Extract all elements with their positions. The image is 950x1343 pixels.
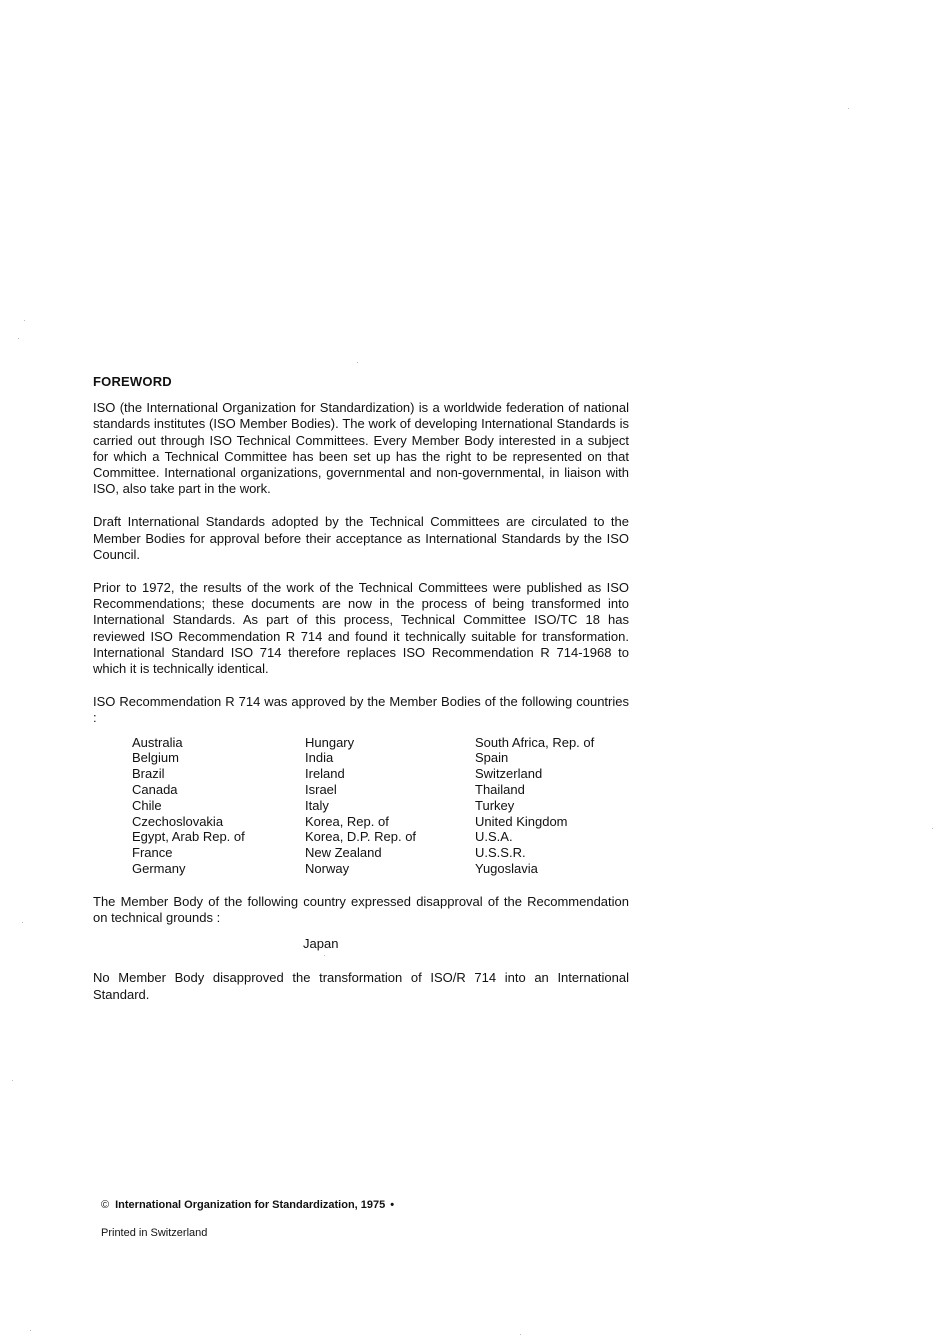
country-item: Norway (305, 861, 350, 877)
country-item: Czechoslovakia (132, 813, 224, 829)
country-item: U.S.A. (475, 829, 513, 845)
country-item: Belgium (132, 750, 179, 766)
country-item: Chile (132, 797, 162, 813)
country-item: Spain (475, 750, 509, 766)
country-item: Switzerland (475, 766, 543, 782)
scan-speck (22, 922, 23, 923)
paragraph-disapproval: The Member Body of the following country expressed disapproval of the Recommendation on technical grounds : (93, 893, 629, 926)
country-item: Australia (132, 734, 183, 750)
page-footer (101, 1198, 394, 1240)
paragraph-closing: No Member Body disapproved the transformation of ISO/R 714 into an International Standard. (93, 970, 629, 1002)
approving-countries-list (132, 735, 629, 877)
country-item: Ireland (305, 766, 345, 782)
country-item: Israel (305, 782, 337, 798)
scan-speck (357, 362, 358, 363)
country-item: Germany (132, 861, 186, 877)
countries-column-3 (475, 735, 629, 877)
paragraph-approval-intro: ISO Recommendation R 714 was approved by the Member Bodies of the following countries : (93, 694, 629, 726)
scan-speck (324, 955, 325, 956)
scan-speck (848, 108, 849, 109)
paragraph-draft-standards: Draft International Standards adopted by the Technical Committees are circulated to the Member Bodies for approval before their acceptance as International Standards by the ISO Council. (93, 514, 629, 562)
bullet-icon: • (390, 1199, 395, 1211)
scan-speck (18, 338, 19, 339)
country-item: South Africa, Rep. of (475, 734, 595, 750)
country-item: France (132, 845, 173, 861)
scan-speck (520, 1334, 521, 1335)
country-item: Canada (132, 782, 178, 798)
country-item: Yugoslavia (475, 861, 538, 877)
printed-location: Printed in Switzerland (101, 1227, 208, 1239)
country-item: Korea, D.P. Rep. of (305, 829, 417, 845)
country-item: India (305, 750, 334, 766)
foreword-heading: FOREWORD (93, 374, 172, 389)
countries-column-1 (132, 735, 305, 877)
country-item: Turkey (475, 797, 515, 813)
scan-speck (12, 1080, 13, 1081)
foreword-section (93, 374, 629, 1020)
country-item: Egypt, Arab Rep. of (132, 829, 245, 845)
paragraph-transformation: Prior to 1972, the results of the work of the Technical Committees were published as ISO Recommendations; these documents are now in the process of being transformed into International Standards. As part of this process, Technical Committee ISO/TC 18 has reviewed ISO Recommendation R 714 and found it technically suitable for transformation. International Standard ISO 714 therefore replaces ISO Recommendation R 714-1968 to which it is technically identical. (93, 580, 629, 677)
countries-column-2 (305, 735, 475, 877)
country-item: Thailand (475, 782, 525, 798)
copyright-line (101, 1198, 394, 1212)
copyright-symbol: © (101, 1199, 110, 1211)
paragraph-iso-intro: ISO (the International Organization for Standardization) is a worldwide federation of national standards institutes (ISO Member Bodies). The work of developing International Standards is carried out through ISO Technical Committees. Every Member Body interested in a subject for which a Technical Committee has been set up has the right to be represented on that Committee. International organizations, governmental and non-governmental, in liaison with ISO, also take part in the work. (93, 400, 629, 497)
country-item: New Zealand (305, 845, 382, 861)
country-item: Italy (305, 797, 329, 813)
country-item: Brazil (132, 766, 165, 782)
copyright-text: International Organization for Standardization, 1975 (115, 1199, 386, 1211)
country-item: Korea, Rep. of (305, 813, 389, 829)
country-item: U.S.S.R. (475, 845, 526, 861)
scan-speck (932, 828, 933, 829)
disapproving-country: Japan (303, 936, 339, 952)
country-item: Hungary (305, 734, 355, 750)
country-item: United Kingdom (475, 813, 568, 829)
scan-speck (24, 320, 25, 321)
scan-speck (30, 1330, 31, 1331)
